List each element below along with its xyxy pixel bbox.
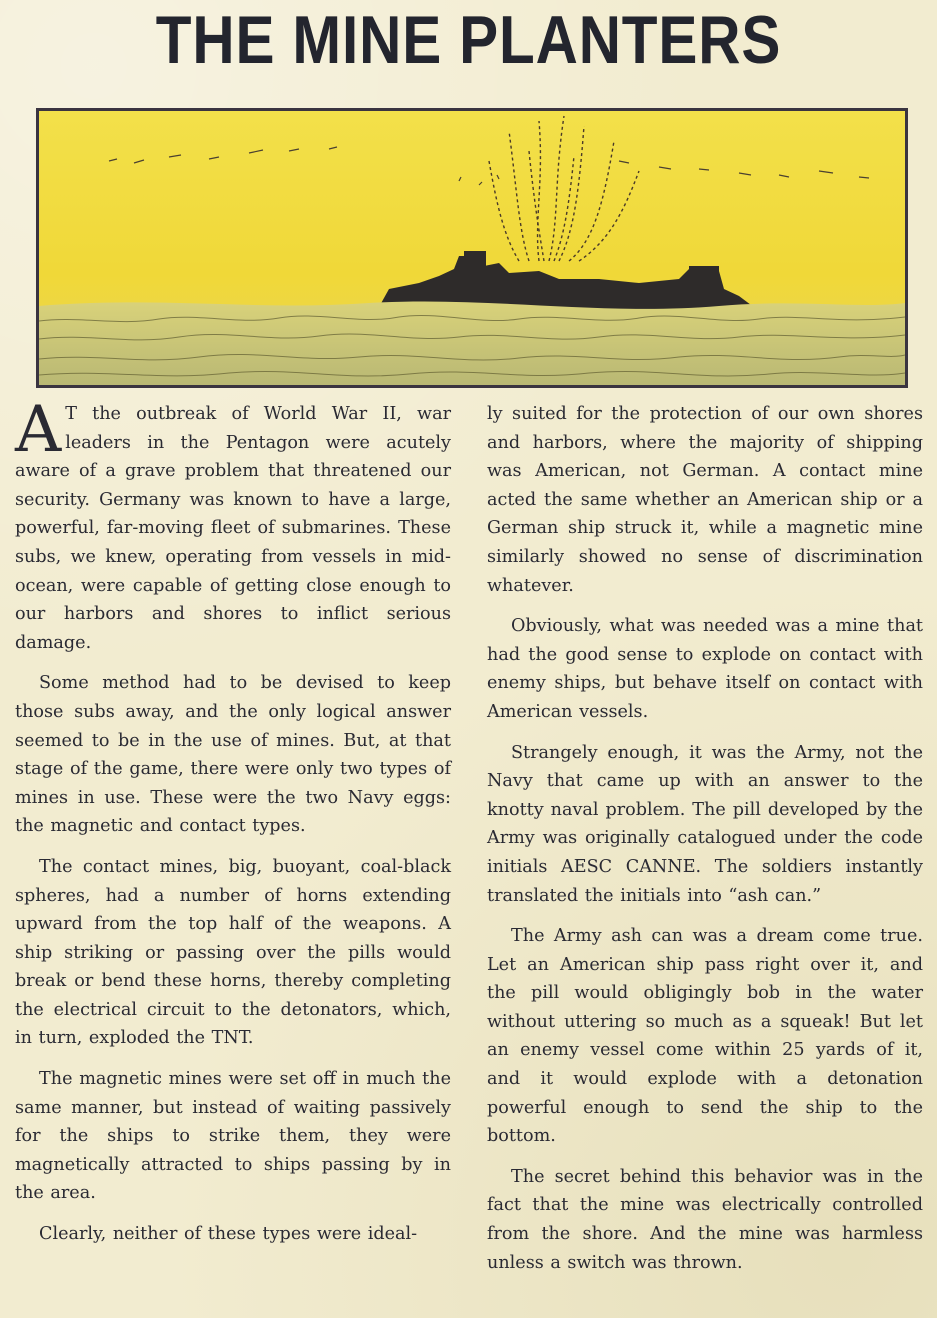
paragraph-text: T the outbreak of World War II, war leaders in the Pentagon were acutely aware of a grave problem that threatened our security. Germany was known to have a large, powerful, far-moving fleet of submarines. These subs, we knew, operating from vessels in mid-ocean, were capable of getting close enough to our harbors and shores to inflict serious damage.	[15, 404, 451, 653]
paragraph: ly suited for the protection of our own shores and harbors, where the majority of shipping was American, not German. A contact mine acted the same whether an American ship or a German ship struck it, while a magnetic mine similarly showed no sense of discrimination whatever.	[487, 404, 923, 596]
paragraph	[15, 393, 451, 657]
paragraph: The contact mines, big, buoyant, coal-black spheres, had a number of horns extending upward from the top half of the weapons. A ship striking or passing over the pills would break or bend these horns, thereby completing the electrical circuit to the detonators, which, in turn, exploded the TNT.	[15, 856, 451, 1049]
paragraph: The Army ash can was a dream come true. Let an American ship pass right over it, and the pill would obligingly bob in the water without uttering so much as a squeak! But let an enemy vessel come within 25 yards of it, and it would explode with a detonation powerful enough to send the ship to the bottom.	[487, 926, 923, 1147]
illustration-panel	[36, 108, 908, 388]
paragraph: The secret behind this behavior was in the fact that the mine was electrically controlled from the shore. And the mine was harmless unless a switch was thrown.	[487, 1166, 923, 1273]
ship-explosion-illustration	[39, 111, 905, 385]
paragraph: Strangely enough, it was the Army, not the Navy that came up with an answer to the knotty naval problem. The pill developed by the Army was originally catalogued under the code initials AESC CANNE. The soldiers instantly translated the initials into “ash can.”	[487, 742, 923, 906]
page-title: THE MINE PLANTERS	[155, 2, 782, 78]
article-column-right	[487, 400, 923, 1289]
paragraph: Obviously, what was needed was a mine that had the good sense to explode on contact with enemy ships, but behave itself on contact with American vessels.	[487, 616, 923, 722]
paragraph: The magnetic mines were set off in much the same manner, but instead of waiting passively for the ships to strike them, they were magnetically attracted to ships passing by in the area.	[15, 1069, 451, 1204]
article-column-left	[15, 393, 451, 1261]
drop-cap: A	[15, 393, 62, 467]
paragraph: Clearly, neither of these types were ideal-	[39, 1224, 418, 1245]
paragraph: Some method had to be devised to keep those subs away, and the only logical answer seemed to be in the use of mines. But, at that stage of the game, there were only two types of mines in use. These were the two Navy eggs: the magnetic and contact types.	[15, 673, 451, 837]
